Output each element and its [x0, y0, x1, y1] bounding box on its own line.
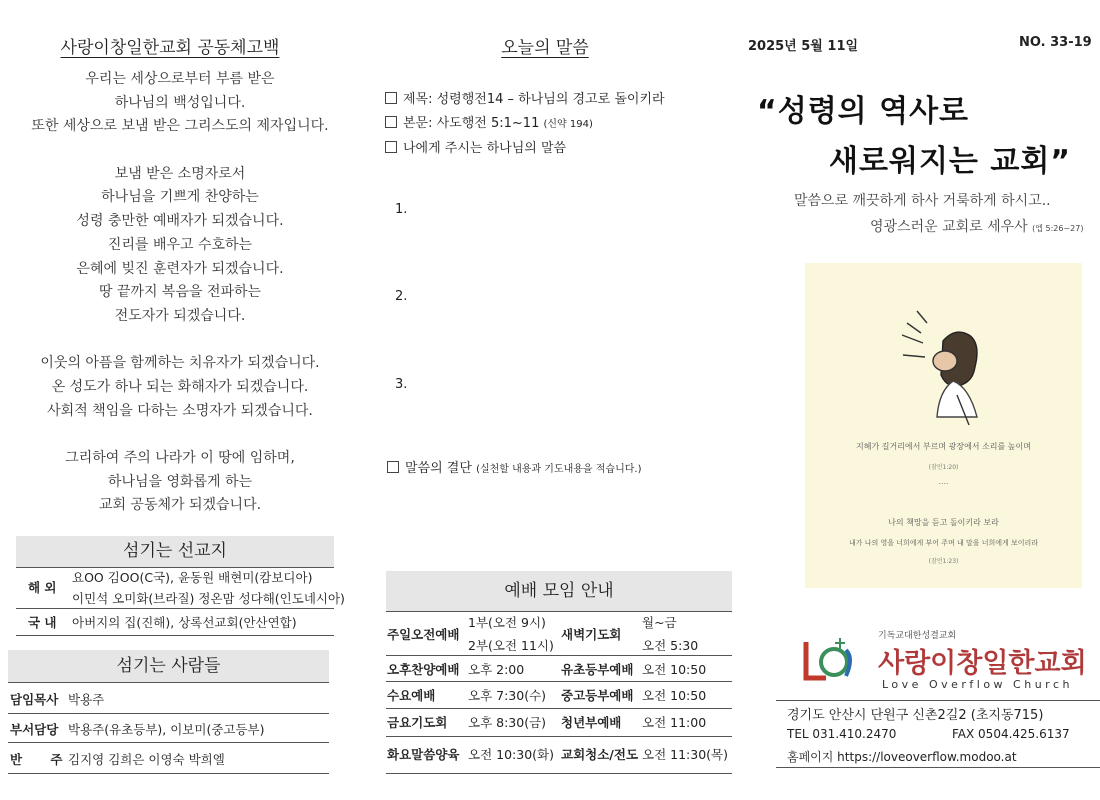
service-name: 새벽기도회: [561, 627, 622, 642]
bulletin-date: 2025년 5월 11일: [748, 39, 859, 54]
sub-line1: 말씀으로 깨끗하게 하사 거룩하게 하시고..: [794, 193, 1051, 209]
personal-word: 나에게 주시는 하나님의 말씀: [403, 141, 567, 156]
church-logo-icon: [800, 636, 860, 686]
creed-title: 사랑이창일한교회 공동체고백: [60, 38, 280, 58]
divider: [386, 736, 732, 737]
creed-line: 은혜에 빚진 훈련자가 되겠습니다.: [76, 260, 284, 277]
creed-line: 땅 끝까지 복음을 전파하는: [98, 284, 262, 301]
illus-verse3: 내가 나의 영을 너희에게 부어 주며 내 말을 너희에게 보이리라: [848, 539, 1039, 547]
service-time: 1부(오전 9시): [468, 615, 546, 630]
divider: [8, 713, 329, 714]
resolution-label: 말씀의 결단: [405, 461, 472, 476]
divider: [386, 681, 732, 682]
word-title: 오늘의 말씀: [501, 38, 589, 58]
left-column: [0, 0, 360, 800]
people-title: 섬기는 사람들: [8, 650, 329, 682]
issue-number: NO. 33-19: [1019, 35, 1092, 50]
schedule-title: 예배 모임 안내: [386, 571, 732, 611]
resolution-note: (실천할 내용과 기도내용을 적습니다.): [476, 464, 642, 475]
people-names: 김지영 김희은 이영숙 박희엘: [68, 752, 225, 767]
middle-column: [380, 0, 740, 800]
service-time: 월~금: [642, 615, 677, 630]
overseas-line2: 이민석 오미화(브라질) 정온맘 성다해(인도네시아): [72, 591, 345, 606]
service-name: 수요예배: [387, 688, 436, 703]
creed-line: 또한 세상으로 보냄 받은 그리스도의 제자입니다.: [31, 118, 329, 135]
sub-line2: [870, 216, 1084, 236]
slogan-line2: 새로워지는 교회”: [829, 144, 1072, 179]
creed-line: 진리를 배우고 수호하는: [107, 236, 253, 253]
fax: FAX 0504.425.6137: [952, 727, 1070, 741]
overseas-label: 해 외: [28, 580, 57, 595]
service-time: 2부(오전 11시): [468, 638, 554, 653]
illus-ref2: (잠언1:23): [928, 558, 959, 565]
service-name: 주일오전예배: [387, 627, 460, 642]
sub-ref: (엡 5:26~27): [1032, 224, 1084, 233]
right-column: [745, 0, 1100, 800]
service-name: 중고등부예배: [561, 688, 634, 703]
people-role: 부서담당: [10, 722, 59, 737]
illus-verse1: 지혜가 길거리에서 부르며 광장에서 소리를 높이며: [855, 442, 1031, 451]
slogan-line1: “성령의 역사로: [757, 94, 970, 129]
service-time: 오전 10:50: [642, 662, 707, 677]
checkbox-icon: [385, 116, 397, 128]
overseas-line1: 요OO 김OO(C국), 윤동원 배현미(캄보디아): [72, 570, 313, 585]
service-time: 오전 10:50: [642, 688, 707, 703]
illustration: [805, 263, 1082, 588]
creed-line: 하나님의 백성입니다.: [114, 94, 246, 111]
people-names: 박용주: [68, 692, 105, 707]
service-name: 유초등부예배: [561, 662, 634, 677]
illus-dots: ....: [938, 477, 949, 486]
creed-line: 전도자가 되겠습니다.: [114, 307, 246, 324]
domestic-text: 아버지의 집(진해), 상록선교회(안산연합): [72, 615, 297, 630]
divider: [776, 700, 1100, 701]
resolution-item: [387, 457, 642, 476]
creed-line: 교회 공동체가 되겠습니다.: [98, 497, 262, 514]
creed-line: 우리는 세상으로부터 부름 받은: [85, 71, 275, 87]
creed-line: 온 성도가 하나 되는 화해자가 되겠습니다.: [51, 378, 309, 395]
church-name: 사랑이창일한교회: [878, 648, 1087, 679]
service-time: 오전 10:30(화): [468, 747, 554, 762]
people-names: 박용주(유초등부), 이보미(중고등부): [68, 722, 265, 737]
people-role: 반 주: [10, 752, 75, 767]
creed-line: [0, 423, 360, 447]
divider: [386, 655, 732, 656]
service-name: 청년부예배: [561, 715, 622, 730]
point-number: 3.: [395, 377, 408, 392]
divider: [16, 608, 334, 609]
creed-line: 그리하여 주의 나라가 이 땅에 임하며,: [65, 450, 295, 466]
creed-line: [0, 139, 360, 163]
point-number: 2.: [395, 289, 408, 304]
service-time: 오후 8:30(금): [468, 715, 547, 730]
divider: [386, 708, 732, 709]
people-role: 담임목사: [10, 692, 59, 707]
service-name: 화요말씀양육: [387, 747, 460, 762]
scripture: 본문: 사도행전 5:1~11: [403, 116, 540, 131]
point-number: 1.: [395, 202, 408, 217]
illus-verse2: 나의 책망을 듣고 돌이키라 보라: [888, 518, 999, 527]
creed-line: 성령 충만한 예배자가 되겠습니다.: [76, 213, 284, 230]
illus-ref1: (잠언1:20): [928, 464, 959, 471]
checkbox-icon: [385, 92, 397, 104]
scripture-item: [385, 112, 593, 131]
tel: TEL 031.410.2470: [787, 727, 897, 741]
creed-line: [0, 329, 360, 353]
creed-line: 하나님을 영화롭게 하는: [107, 473, 253, 490]
sub-line2-text: 영광스러운 교회로 세우사: [870, 219, 1028, 235]
divider: [776, 767, 1100, 768]
creed-line: 보냄 받은 소명자로서: [114, 165, 246, 182]
service-name: 오후찬양예배: [387, 662, 460, 677]
checkbox-icon: [387, 461, 399, 473]
missions-title: 섬기는 선교지: [16, 536, 334, 567]
service-name: 교회청소/전도: [561, 747, 639, 762]
divider: [16, 635, 334, 636]
divider: [386, 773, 732, 774]
creed-text: [0, 68, 360, 518]
homepage-link[interactable]: 홈페이지 https://loveoverflow.modoo.at: [787, 750, 1017, 764]
service-name: 금요기도회: [387, 715, 448, 730]
service-time: 오전 5:30: [642, 638, 699, 653]
service-time: 오후 2:00: [468, 662, 525, 677]
divider: [8, 773, 329, 774]
divider: [8, 682, 329, 683]
service-time: 오전 11:00: [642, 715, 707, 730]
sermon-title: 제목: 성령행전14 – 하나님의 경고로 돌이키라: [403, 92, 665, 107]
creed-line: 하나님을 기쁘게 찬양하는: [101, 189, 259, 206]
sermon-title-item: [385, 88, 665, 107]
divider: [386, 611, 732, 612]
domestic-label: 국 내: [28, 615, 57, 630]
denomination: 기독교대한성결교회: [878, 631, 957, 641]
scripture-page: (신약 194): [543, 119, 593, 130]
creed-line: 사회적 책임을 다하는 소명자가 되겠습니다.: [47, 402, 313, 419]
church-name-en: Love Overflow Church: [882, 678, 1073, 691]
checkbox-icon: [385, 141, 397, 153]
address: 경기도 안산시 단원구 신촌2길2 (초지동715): [787, 708, 1044, 723]
divider: [8, 742, 329, 743]
creed-line: 이웃의 아픔을 함께하는 치유자가 되겠습니다.: [40, 355, 320, 372]
service-time: 오전 11:30(목): [642, 747, 728, 762]
personal-word-item: [385, 137, 566, 156]
praying-figure-icon: [805, 263, 1082, 433]
service-time: 오후 7:30(수): [468, 688, 547, 703]
